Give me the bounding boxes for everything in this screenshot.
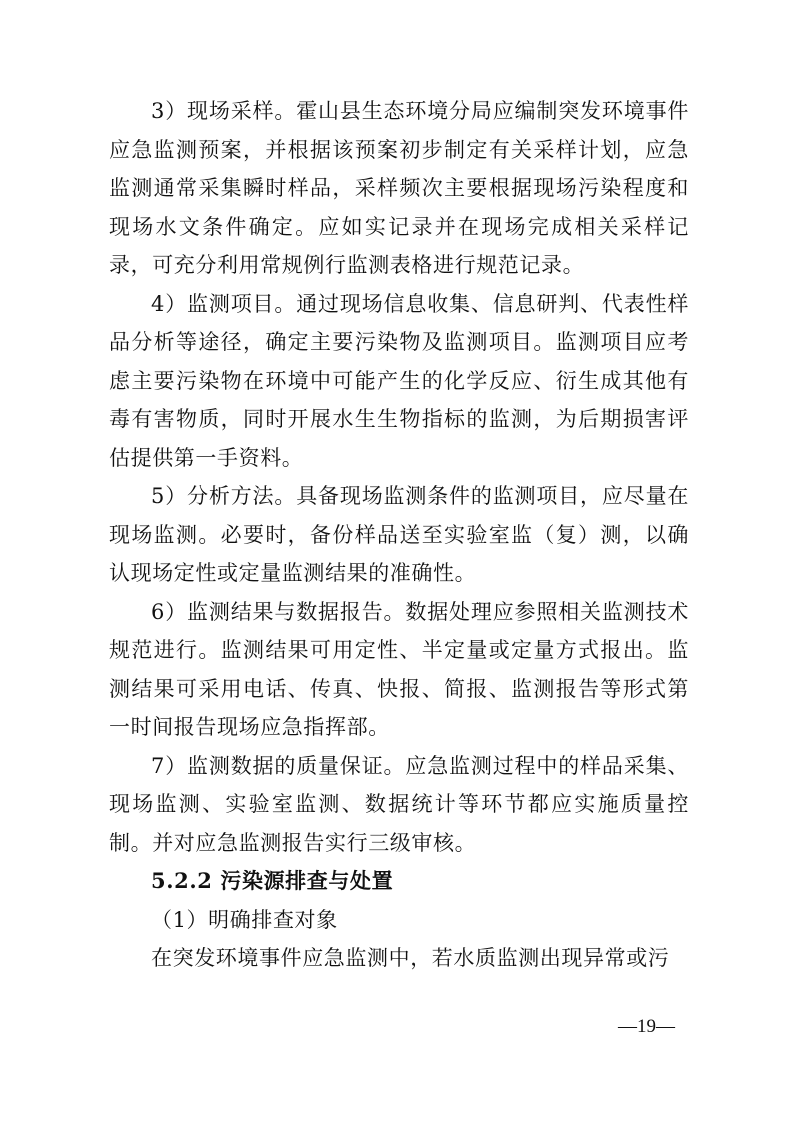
subheading: （1）明确排查对象: [151, 907, 338, 932]
paragraph-quality-assurance: 7）监测数据的质量保证。应急监测过程中的样品采集、现场监测、实验室监测、数据统计等环节都应实施质量控制。并对应急监测报告实行三级审核。: [109, 753, 689, 855]
paragraph-results-reporting: 6）监测结果与数据报告。数据处理应参照相关监测技术规范进行。监测结果可用定性、半定量或定量方式报出。监测结果可采用电话、传真、快报、简报、监测报告等形式第一时间报告现场应急指挥部。: [109, 599, 689, 739]
body-text: [109, 92, 689, 978]
paragraph-continued: 在突发环境事件应急监测中，若水质监测出现异常或污: [151, 946, 670, 970]
paragraph-monitoring-items: 4）监测项目。通过现场信息收集、信息研判、代表性样品分析等途径，确定主要污染物及监测项目。监测项目应考虑主要污染物在环境中可能产生的化学反应、衍生成其他有毒有害物质，同时开展水生生物指标的监测，为后期损害评估提供第一手资料。: [109, 291, 689, 470]
paragraph-analysis-methods: 5）分析方法。具备现场监测条件的监测项目，应尽量在现场监测。必要时，备份样品送至实验室监（复）测，以确认现场定性或定量监测结果的准确性。: [109, 484, 689, 585]
paragraph-field-sampling: 3）现场采样。霍山县生态环境分局应编制突发环境事件应急监测预案，并根据该预案初步制定有关采样计划，应急监测通常采集瞬时样品，采样频次主要根据现场污染程度和现场水文条件确定。应如实记录并在现场完成相关采样记录，可充分利用常规例行监测表格进行规范记录。: [109, 99, 689, 277]
section-heading: 5.2.2 污染源排查与处置: [151, 868, 394, 893]
page-number: —19—: [618, 1016, 675, 1037]
